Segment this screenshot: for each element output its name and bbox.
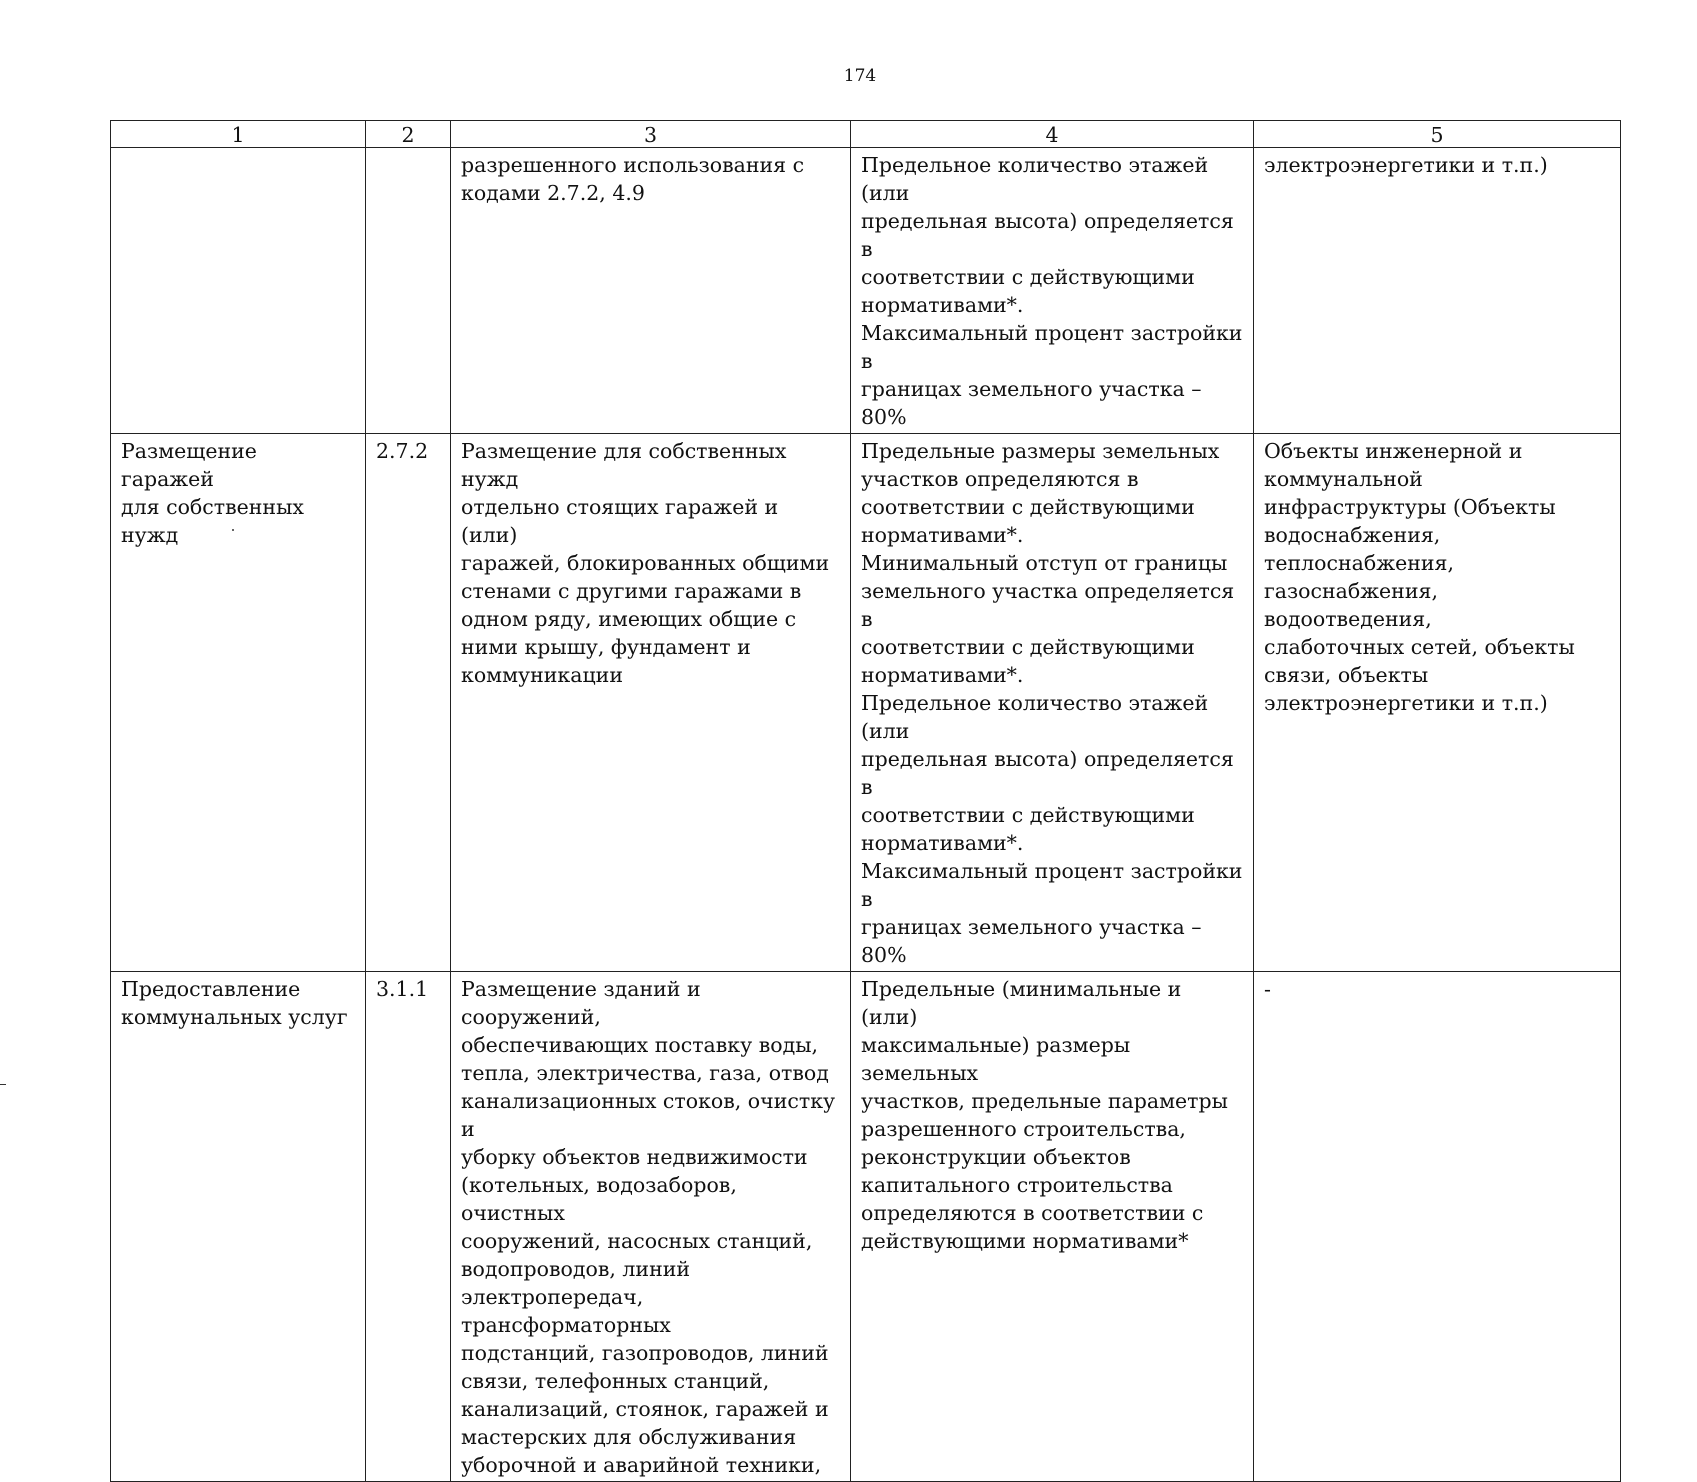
margin-dash-mark <box>0 1084 6 1085</box>
column-header-4: 4 <box>851 121 1254 148</box>
table-row <box>111 972 1621 1482</box>
use-type-name-cell: Предоставление коммунальных услуг <box>111 972 366 1482</box>
header-row <box>111 121 1621 148</box>
use-code-cell: 2.7.2 <box>366 434 451 972</box>
use-description-cell: Размещение зданий и сооружений, обеспечивающих поставку воды, тепла, электричества, газа, отвод канализационных стоков, очистку и уборку объектов недвижимости (котельных, водозаборов, очистных сооружений, насосных станций, водопроводов, линий электропередач, трансформаторных подстанций, газопроводов, линий связи, телефонных станций, канализаций, стоянок, гаражей и мастерских для обслуживания уборочной и аварийной техники, <box>451 972 851 1482</box>
use-type-name-cell <box>111 148 366 434</box>
use-type-name-cell: Размещение гаражей для собственных нужд <box>111 434 366 972</box>
column-header-3: 3 <box>451 121 851 148</box>
auxiliary-objects-cell: электроэнергетики и т.п.) <box>1254 148 1621 434</box>
use-description-cell: Размещение для собственных нужд отдельно стоящих гаражей и (или) гаражей, блокированных общими стенами с другими гаражами в одном ряду, имеющих общие с ними крышу, фундамент и коммуникации <box>451 434 851 972</box>
use-description-cell: разрешенного использования с кодами 2.7.2, 4.9 <box>451 148 851 434</box>
auxiliary-objects-cell: - <box>1254 972 1621 1482</box>
page-number: 174 <box>843 66 877 86</box>
table-row <box>111 148 1621 434</box>
parameters-cell: Предельные размеры земельных участков определяются в соответствии с действующими нормативами*. Минимальный отступ от границы земельного участка определяется в соответствии с действующими нормативами*. Предельное количество этажей (или предельная высота) определяется в соответствии с действующими нормативами*. Максимальный процент застройки в границах земельного участка – 80% <box>851 434 1254 972</box>
column-header-2: 2 <box>366 121 451 148</box>
parameters-cell: Предельные (минимальные и (или) максимальные) размеры земельных участков, предельные параметры разрешенного строительства, реконструкции объектов капитального строительства определяются в соответствии с действующими нормативами* <box>851 972 1254 1482</box>
use-code-cell: 3.1.1 <box>366 972 451 1482</box>
parameters-cell: Предельное количество этажей (или предельная высота) определяется в соответствии с действующими нормативами*. Максимальный процент застройки в границах земельного участка – 80% <box>851 148 1254 434</box>
scan-speck <box>232 529 234 531</box>
auxiliary-objects-cell: Объекты инженерной и коммунальной инфраструктуры (Объекты водоснабжения, теплоснабжения, газоснабжения, водоотведения, слаботочных сетей, объекты связи, объекты электроэнергетики и т.п.) <box>1254 434 1621 972</box>
use-code-cell <box>366 148 451 434</box>
column-header-1: 1 <box>111 121 366 148</box>
table-row <box>111 434 1621 972</box>
zoning-table <box>110 120 1621 1482</box>
column-header-5: 5 <box>1254 121 1621 148</box>
